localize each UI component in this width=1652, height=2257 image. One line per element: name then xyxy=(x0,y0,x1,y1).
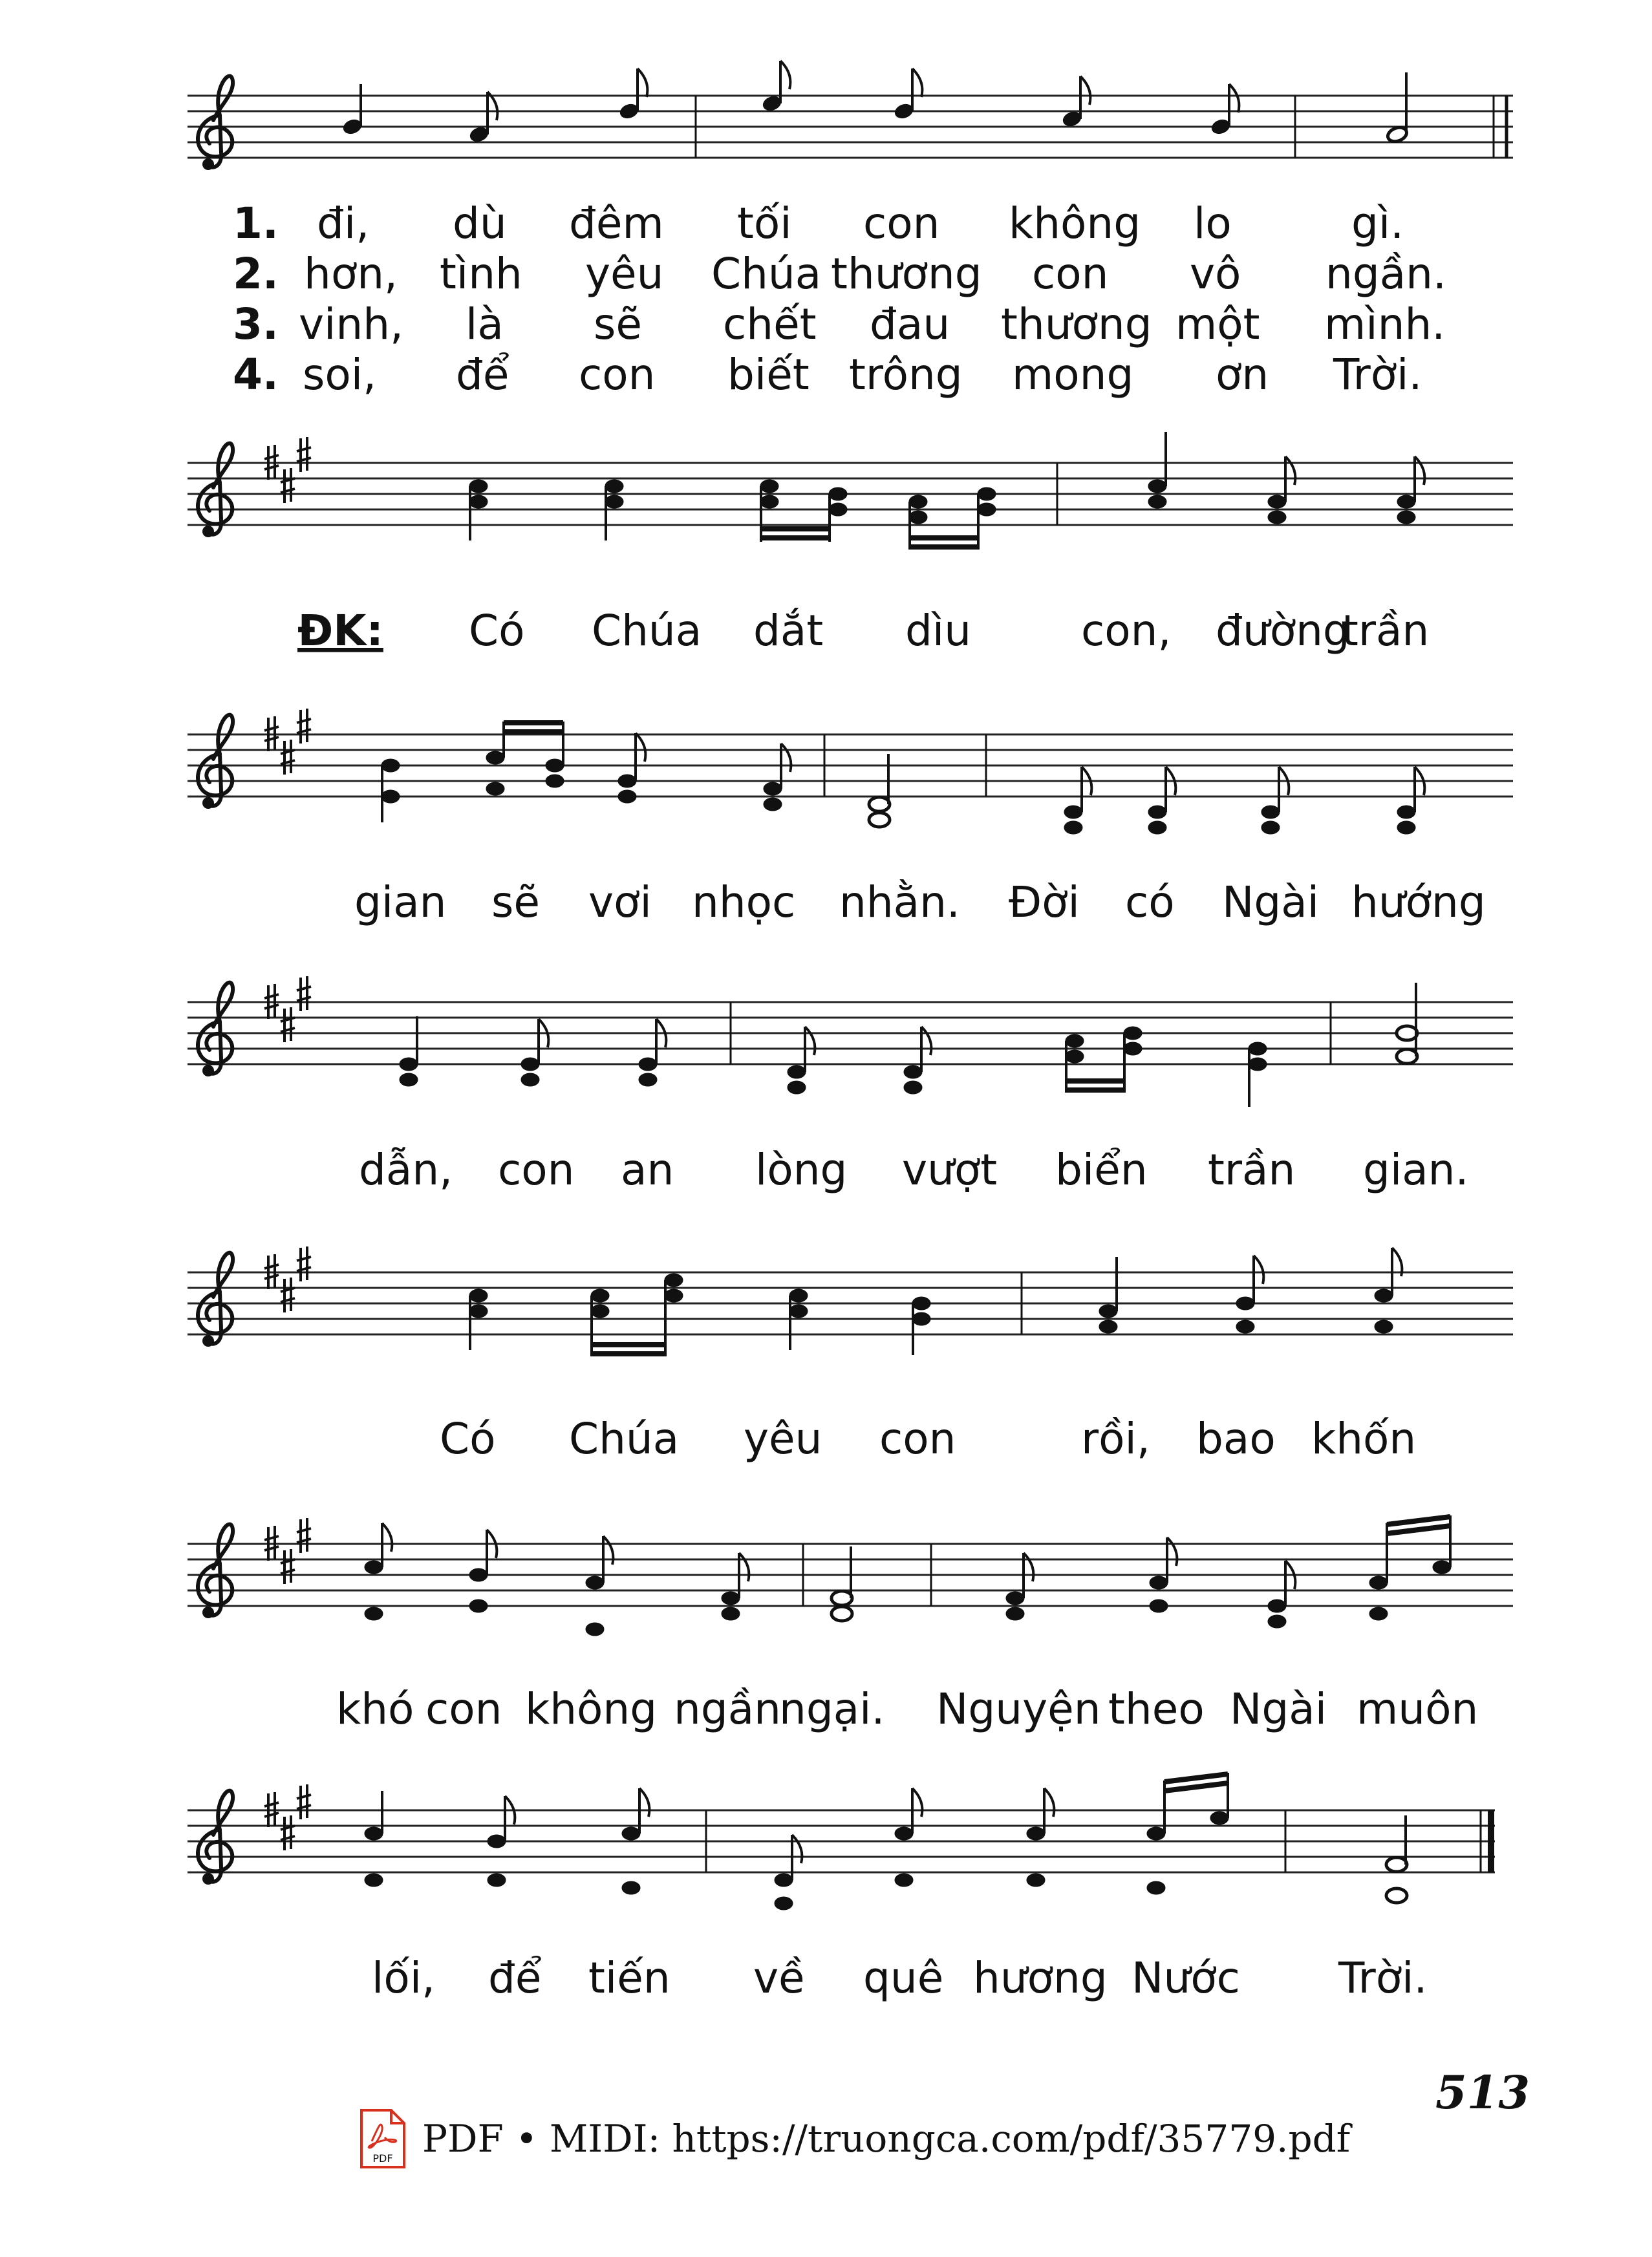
svg-text:Chúa: Chúa xyxy=(711,249,822,299)
staff-system-4 xyxy=(188,976,1513,1107)
svg-text:chết: chết xyxy=(723,299,817,349)
svg-text:vinh,: vinh, xyxy=(299,299,404,349)
svg-text:vượt: vượt xyxy=(902,1145,998,1195)
staff-lines xyxy=(188,1002,1513,1064)
lyrics-system-7 xyxy=(372,1953,1427,2003)
svg-text:con: con xyxy=(1032,249,1109,299)
svg-text:PDF: PDF xyxy=(372,2152,393,2165)
footer-link[interactable]: PDF • MIDI: https://truongca.com/pdf/35779.pdf xyxy=(422,2117,1351,2161)
staff-system-3 xyxy=(188,709,1513,834)
verse-number: 4. xyxy=(233,350,279,400)
svg-text:hơn,: hơn, xyxy=(304,249,398,299)
svg-text:vô: vô xyxy=(1190,249,1241,299)
svg-text:hương: hương xyxy=(973,1953,1108,2003)
svg-text:tối: tối xyxy=(737,198,792,248)
svg-text:biển: biển xyxy=(1055,1145,1148,1195)
svg-text:con: con xyxy=(863,198,940,248)
page-number: 513 xyxy=(1435,2066,1530,2119)
svg-text:đau: đau xyxy=(870,299,950,349)
svg-text:ngần: ngần xyxy=(674,1684,781,1734)
staff-system-5 xyxy=(188,1246,1513,1356)
svg-text:là: là xyxy=(466,299,504,349)
svg-text:khốn: khốn xyxy=(1311,1414,1417,1464)
verse-number: 2. xyxy=(233,249,279,299)
svg-text:yêu: yêu xyxy=(744,1414,822,1464)
svg-text:trông: trông xyxy=(849,350,963,400)
lyrics-system-4 xyxy=(359,1145,1469,1195)
svg-text:không: không xyxy=(1009,198,1141,248)
svg-text:con: con xyxy=(579,350,656,400)
svg-text:bao: bao xyxy=(1196,1414,1276,1464)
pdf-icon[interactable] xyxy=(359,2108,407,2170)
svg-text:để: để xyxy=(488,1953,542,2003)
svg-text:trần: trần xyxy=(1342,606,1430,656)
footer xyxy=(359,2108,1350,2170)
svg-text:con: con xyxy=(498,1145,575,1195)
notes xyxy=(381,722,1424,834)
svg-text:Trời.: Trời. xyxy=(1333,350,1422,400)
svg-text:Có: Có xyxy=(469,606,525,656)
svg-text:dẫn,: dẫn, xyxy=(359,1145,453,1195)
notes xyxy=(469,432,1424,550)
lyrics-system-2 xyxy=(297,606,1429,656)
staff-system-6 xyxy=(188,1515,1513,1636)
svg-text:có: có xyxy=(1125,877,1175,927)
svg-text:dắt: dắt xyxy=(753,606,824,656)
svg-text:gian: gian xyxy=(354,877,447,927)
svg-text:sẽ: sẽ xyxy=(491,877,540,927)
svg-text:gian.: gian. xyxy=(1363,1145,1469,1195)
svg-text:lòng: lòng xyxy=(755,1145,848,1195)
lyrics-system-5 xyxy=(440,1414,1416,1464)
svg-text:khó: khó xyxy=(336,1684,414,1734)
svg-text:Đời: Đời xyxy=(1009,877,1080,927)
svg-text:con: con xyxy=(879,1414,956,1464)
svg-text:Chúa: Chúa xyxy=(592,606,702,656)
svg-text:yêu: yêu xyxy=(585,249,664,299)
svg-text:tình: tình xyxy=(440,249,522,299)
svg-text:Có: Có xyxy=(440,1414,496,1464)
svg-text:dù: dù xyxy=(453,198,507,248)
svg-text:gì.: gì. xyxy=(1351,198,1404,248)
lyrics-system-3 xyxy=(354,877,1486,927)
treble-clef-icon xyxy=(198,1791,233,1885)
refrain-label: ĐK: xyxy=(297,606,383,656)
svg-text:quê: quê xyxy=(863,1953,944,2003)
lyrics-system-6 xyxy=(336,1684,1478,1734)
svg-text:thương: thương xyxy=(1001,299,1152,349)
svg-text:ngại.: ngại. xyxy=(779,1684,885,1734)
svg-text:thương: thương xyxy=(831,249,982,299)
svg-text:sẽ: sẽ xyxy=(594,299,642,349)
svg-text:Nguyện: Nguyện xyxy=(936,1684,1101,1734)
verse-number: 1. xyxy=(233,198,279,248)
treble-clef-icon xyxy=(198,1524,233,1618)
svg-text:đường: đường xyxy=(1216,606,1350,656)
svg-text:lo: lo xyxy=(1194,198,1232,248)
svg-text:đêm: đêm xyxy=(569,198,664,248)
staff-lines xyxy=(188,1810,1495,1872)
staff-lines xyxy=(188,96,1513,158)
svg-text:Trời.: Trời. xyxy=(1338,1953,1428,2003)
svg-text:mong: mong xyxy=(1012,350,1134,400)
svg-text:biết: biết xyxy=(727,350,810,400)
svg-text:con,: con, xyxy=(1081,606,1172,656)
lyrics-system-1 xyxy=(233,198,1446,400)
svg-text:Ngài: Ngài xyxy=(1222,877,1320,927)
svg-text:về: về xyxy=(753,1953,805,2003)
staff-system-7 xyxy=(188,1773,1495,1910)
svg-text:nhằn.: nhằn. xyxy=(839,877,960,927)
svg-text:không: không xyxy=(525,1684,658,1734)
verse-number: 3. xyxy=(233,299,279,349)
svg-text:ngần.: ngần. xyxy=(1325,249,1446,299)
svg-text:Chúa: Chúa xyxy=(569,1414,680,1464)
svg-text:rồi,: rồi, xyxy=(1081,1414,1150,1464)
svg-text:muôn: muôn xyxy=(1357,1684,1479,1734)
svg-text:vơi: vơi xyxy=(588,877,652,927)
svg-text:tiến: tiến xyxy=(588,1953,670,2003)
staff-lines xyxy=(188,1272,1513,1334)
svg-text:ơn: ơn xyxy=(1216,350,1269,400)
svg-text:một: một xyxy=(1175,299,1260,349)
treble-clef-icon xyxy=(198,983,233,1076)
svg-text:an: an xyxy=(621,1145,674,1195)
svg-text:hướng: hướng xyxy=(1351,877,1486,927)
treble-clef-icon xyxy=(198,444,233,537)
notes xyxy=(469,1248,1402,1356)
svg-text:mình.: mình. xyxy=(1324,299,1446,349)
staff-system-2 xyxy=(188,432,1513,550)
treble-clef-icon xyxy=(198,715,233,809)
svg-text:theo: theo xyxy=(1108,1684,1205,1734)
treble-clef-icon xyxy=(198,76,233,170)
svg-text:lối,: lối, xyxy=(372,1953,436,2003)
svg-text:nhọc: nhọc xyxy=(692,877,796,927)
staff-lines xyxy=(188,463,1513,525)
svg-text:để: để xyxy=(456,350,510,400)
svg-text:đi,: đi, xyxy=(317,198,370,248)
svg-text:con: con xyxy=(425,1684,502,1734)
svg-text:trần: trần xyxy=(1208,1145,1296,1195)
staff-system-1 xyxy=(188,61,1513,170)
svg-text:Ngài: Ngài xyxy=(1230,1684,1327,1734)
svg-text:dìu: dìu xyxy=(905,606,972,656)
svg-text:Nước: Nước xyxy=(1132,1953,1240,2003)
svg-text:soi,: soi, xyxy=(303,350,377,400)
treble-clef-icon xyxy=(198,1253,233,1347)
